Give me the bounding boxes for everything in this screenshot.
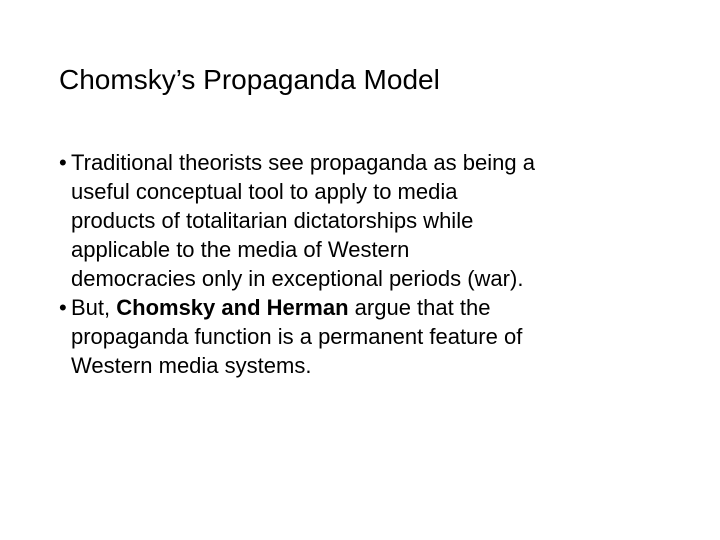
bullet-list [59, 148, 699, 380]
bullet-marker: • [59, 150, 67, 175]
bullet-line: propaganda function is a permanent feature of [71, 324, 523, 349]
bullet-line: Traditional theorists see propaganda as being a [71, 150, 535, 175]
bullet-line: applicable to the media of Western [71, 237, 410, 262]
bullet-line: useful conceptual tool to apply to media [71, 179, 458, 204]
bullet-line: Western media systems. [71, 353, 312, 378]
bullet-item-traditional-theorists [59, 148, 699, 293]
bullet-marker: • [59, 295, 67, 320]
bullet-text-suffix: argue that the [348, 295, 491, 320]
bullet-line: products of totalitarian dictatorships while [71, 208, 474, 233]
bullet-line: democracies only in exceptional periods (war). [71, 266, 524, 291]
slide-title: Chomsky’s Propaganda Model [59, 64, 440, 95]
bullet-item-chomsky-herman [59, 293, 699, 380]
bullet-line [71, 293, 699, 322]
bullet-text-prefix: But, [71, 295, 117, 320]
bold-names: Chomsky and Herman [116, 295, 349, 320]
